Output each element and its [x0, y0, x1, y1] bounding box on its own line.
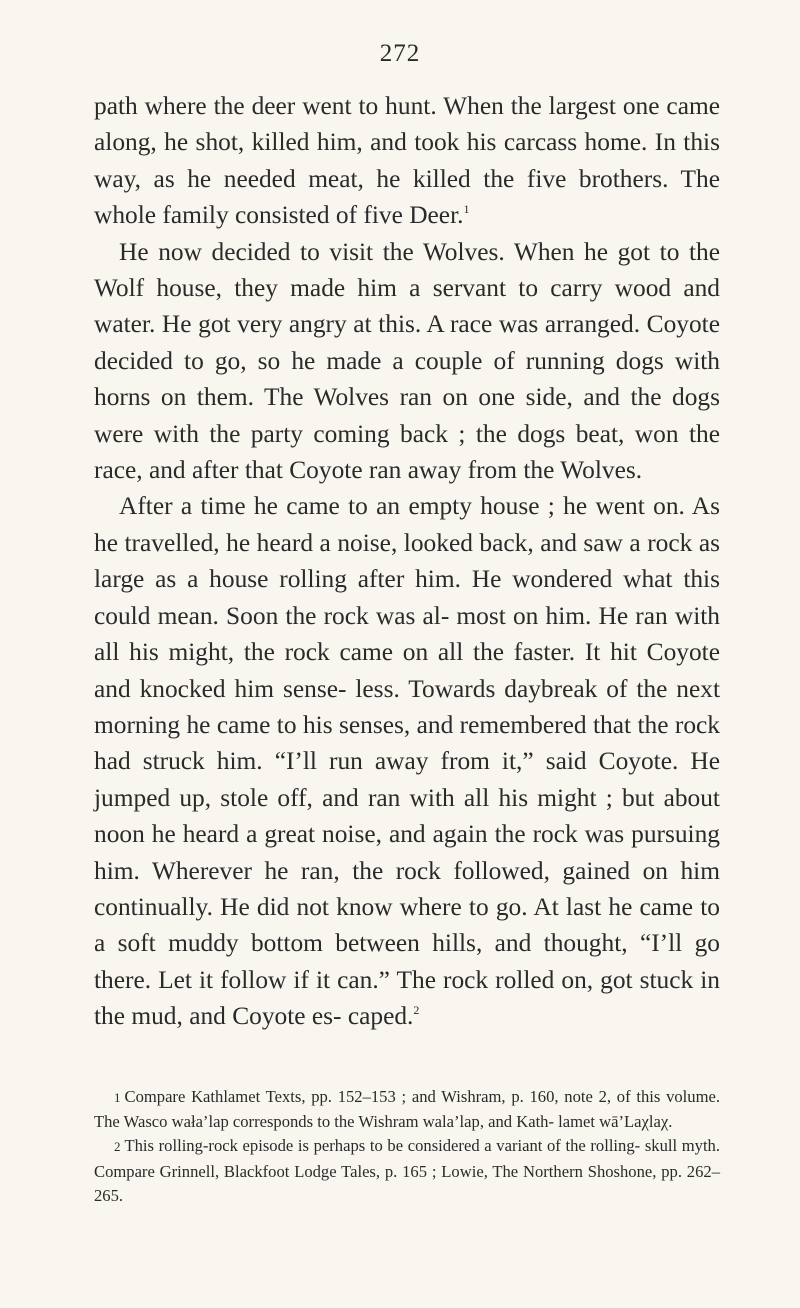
footnote: [94, 1134, 720, 1208]
paragraph-deer: [94, 88, 720, 234]
footnote-ref: 2: [413, 1003, 420, 1018]
footnote-ref: 1: [463, 202, 470, 217]
paragraph-text: path where the deer went to hunt. When the largest one came along, he shot, killed him, and took his carcass home. In this way, as he needed meat, he killed the five brothers. The whole family consisted of five Deer.: [94, 92, 720, 230]
paragraph-text: After a time he came to an empty house ; he went on. As he travelled, he heard a noise, looked back, and saw a rock as large as a house rolling after him. He wondered what this could mean. Soon the rock was al- most on him. He ran with all his might, the rock came on all the faster. It hit Coyote and knocked him sense- less. Towards daybreak of the next morning he came to his senses, and remembered that the rock had struck him. “I’ll run away from it,” said Coyote. He jumped up, stole off, and ran with all his might ; but about noon he heard a great noise, and again the rock was pursuing him. Wherever he ran, the rock followed, gained on him continually. He did not know where to go. At last he came to a soft muddy bottom between hills, and thought, “I’ll go there. Let it follow if it can.” The rock rolled on, got stuck in the mud, and Coyote es- caped.: [94, 492, 720, 1031]
footnote-number: 2: [114, 1139, 121, 1155]
footnote-text: This rolling-rock episode is perhaps to be considered a variant of the rolling- skull myth. Compare Grinnell, Blackfoot Lodge Tales, p. 165 ; Lowie, The Northern Shoshone, pp. 262–265.: [94, 1136, 720, 1205]
footnote-number: 1: [114, 1090, 121, 1105]
footnotes: [94, 1085, 720, 1208]
page-number: 272: [379, 40, 421, 67]
footnote-text: Compare Kathlamet Texts, pp. 152–153 ; and Wishram, p. 160, note 2, of this volume. The Wasco wała’lap corresponds to the Wishram wala’lap, and Kath- lamet wā’Laχlaχ.: [94, 1087, 720, 1132]
footnote: [94, 1085, 720, 1134]
paragraph-rolling-rock: [94, 488, 720, 1034]
paragraph-text: He now decided to visit the Wolves. When he got to the Wolf house, they made him a servant to carry wood and water. He got very angry at this. A race was arranged. Coyote decided to go, so he made a couple of running dogs with horns on them. The Wolves ran on one side, and the dogs were with the party coming back ; the dogs beat, won the race, and after that Coyote ran away from the Wolves.: [94, 237, 720, 485]
body-text: [94, 88, 720, 1035]
paragraph-wolves: [94, 234, 720, 489]
